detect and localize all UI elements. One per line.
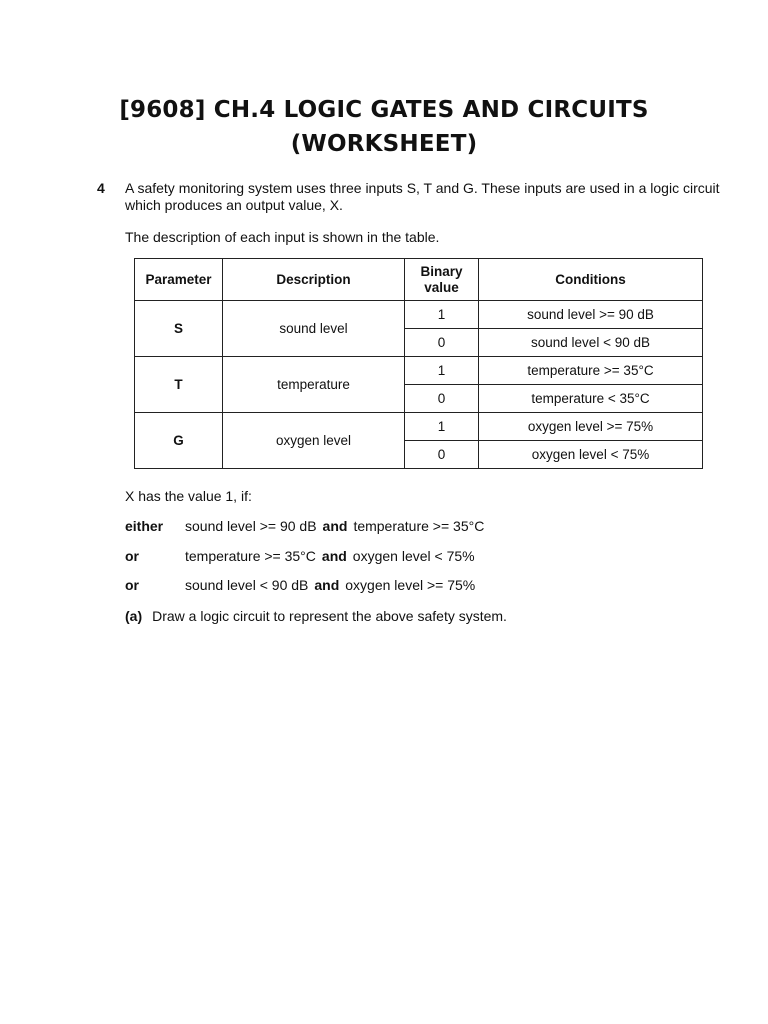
parameter-cell: T: [135, 357, 223, 413]
rule-left: sound level >= 90 dB: [185, 518, 317, 534]
part-a-label: (a): [125, 608, 143, 624]
page-title: [9608] CH.4 LOGIC GATES AND CIRCUITS: [119, 97, 649, 123]
header-binary-value-text: Binary value: [420, 263, 463, 295]
parameter-cell: G: [135, 413, 223, 469]
condition-cell: oxygen level >= 75%: [479, 413, 703, 441]
rule-right: oxygen level >= 75%: [345, 577, 476, 593]
table-row: [135, 413, 703, 441]
table-row: [135, 301, 703, 329]
table-row: [135, 357, 703, 385]
header-description: Description: [223, 259, 405, 301]
condition-cell: temperature >= 35°C: [479, 357, 703, 385]
part-a-text: Draw a logic circuit to represent the above safety system.: [152, 608, 507, 624]
header-parameter: Parameter: [135, 259, 223, 301]
page-subtitle: (WORKSHEET): [290, 131, 478, 157]
rule-intro: X has the value 1, if:: [125, 488, 252, 504]
binary-cell: 0: [405, 385, 479, 413]
part-a-prompt: [125, 608, 507, 625]
description-cell: temperature: [223, 357, 405, 413]
condition-cell: sound level >= 90 dB: [479, 301, 703, 329]
condition-cell: sound level < 90 dB: [479, 329, 703, 357]
binary-cell: 0: [405, 329, 479, 357]
inputs-table: [134, 258, 703, 469]
question-number: 4: [97, 180, 105, 196]
question-text-line: which produces an output value, X.: [125, 197, 343, 213]
table-header-row: [135, 259, 703, 301]
rule-right: temperature >= 35°C: [353, 518, 485, 534]
rule-condition: [125, 548, 475, 565]
rule-joiner: and: [322, 518, 348, 534]
parameter-cell: S: [135, 301, 223, 357]
question-text: [125, 180, 755, 214]
description-cell: sound level: [223, 301, 405, 357]
rule-keyword: or: [125, 577, 139, 593]
rule-left: temperature >= 35°C: [185, 548, 316, 564]
rule-keyword: either: [125, 518, 164, 534]
rule-condition: [125, 577, 475, 594]
condition-cell: oxygen level < 75%: [479, 441, 703, 469]
rule-left: sound level < 90 dB: [185, 577, 309, 593]
table-intro: The description of each input is shown in the table.: [125, 229, 440, 245]
header-binary-value: [405, 259, 479, 301]
binary-cell: 1: [405, 301, 479, 329]
binary-cell: 0: [405, 441, 479, 469]
rule-joiner: and: [314, 577, 340, 593]
header-conditions: Conditions: [479, 259, 703, 301]
rule-condition: [125, 518, 484, 535]
binary-cell: 1: [405, 413, 479, 441]
condition-cell: temperature < 35°C: [479, 385, 703, 413]
rule-joiner: and: [321, 548, 347, 564]
rule-right: oxygen level < 75%: [352, 548, 475, 564]
question-text-line: A safety monitoring system uses three inputs S, T and G. These inputs are used in a logic circuit: [125, 180, 720, 196]
rule-keyword: or: [125, 548, 139, 564]
binary-cell: 1: [405, 357, 479, 385]
description-cell: oxygen level: [223, 413, 405, 469]
